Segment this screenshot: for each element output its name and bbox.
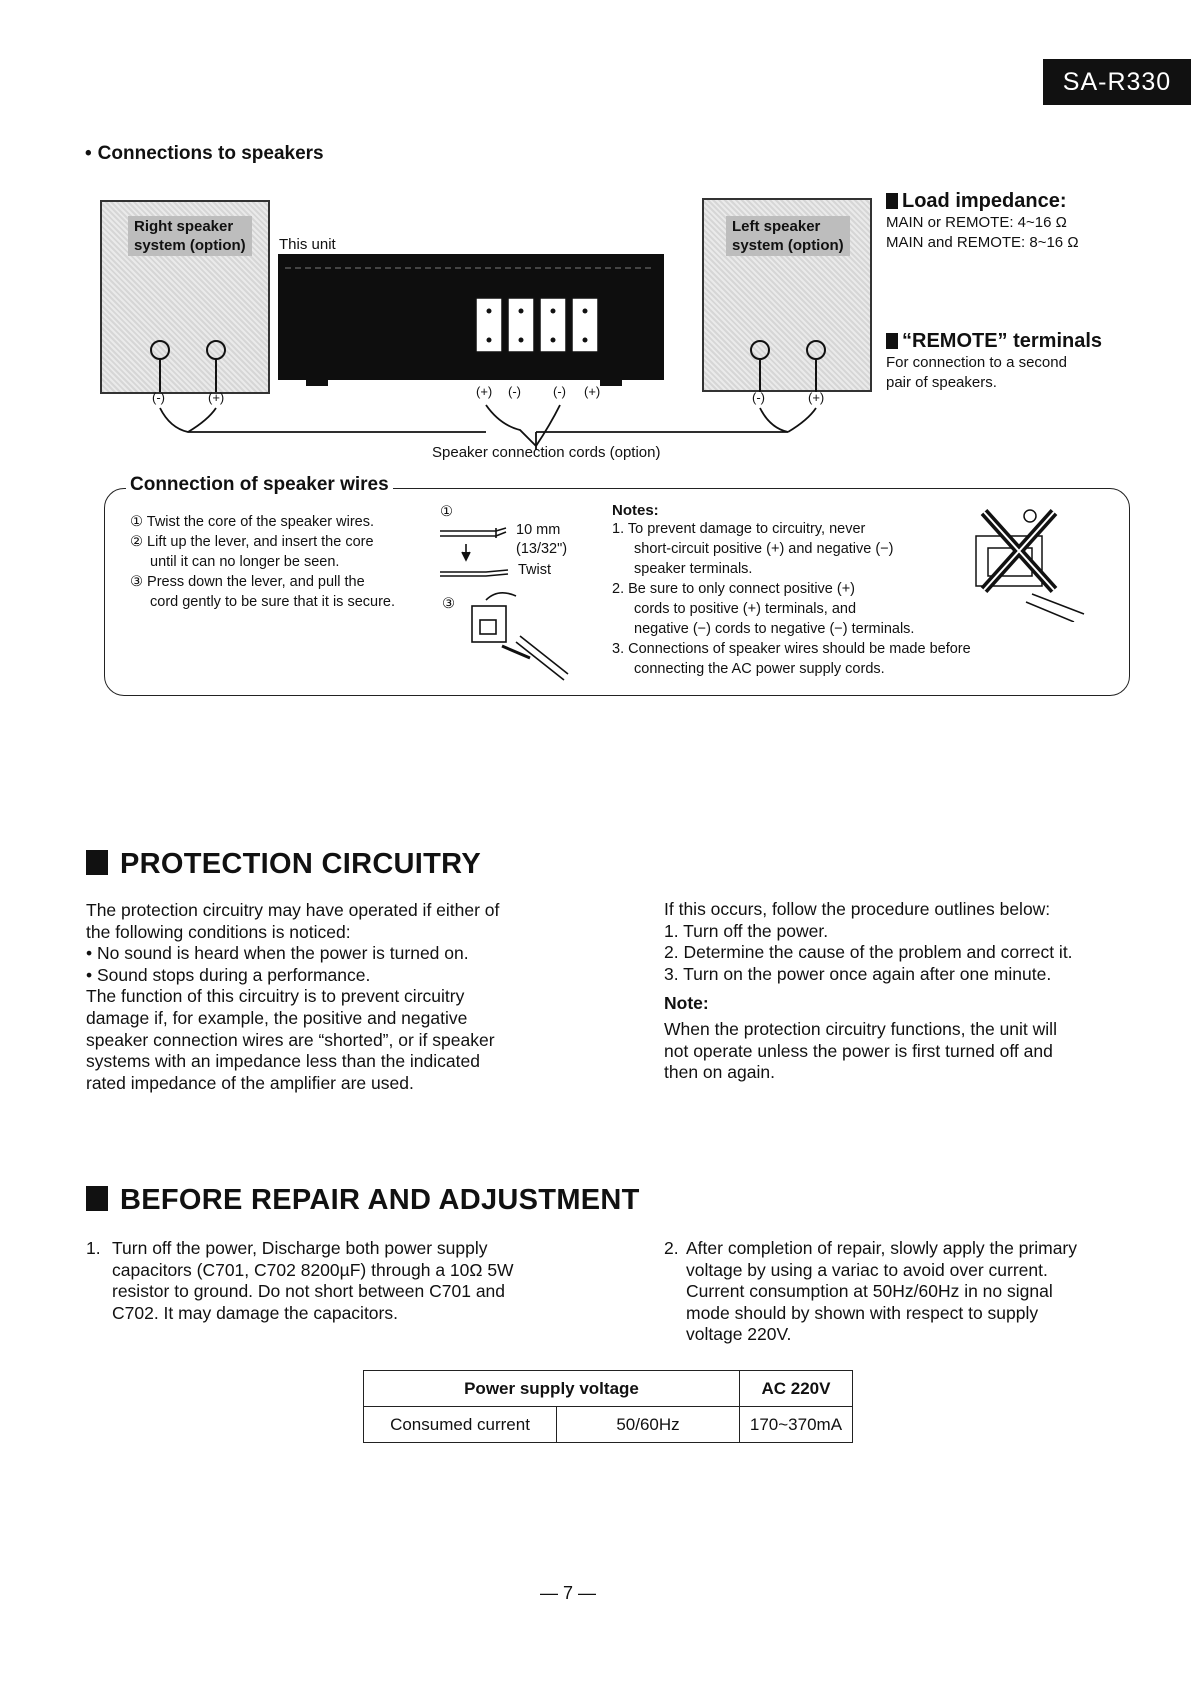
protection-right-line: If this occurs, follow the procedure outlines below: [664, 899, 1051, 919]
protection-left-line: rated impedance of the amplifier are used. [86, 1072, 414, 1093]
unit-foot-right [600, 380, 622, 386]
fig-num-1: ① [440, 504, 453, 520]
table-row [364, 1371, 853, 1407]
wire-step-2a: ② Lift up the lever, and insert the core [130, 534, 374, 550]
cords-caption: Speaker connection cords (option) [432, 444, 661, 461]
left-speaker-line2: system (option) [732, 237, 844, 254]
dim-mm: 10 mm [516, 522, 561, 538]
protection-note-line: not operate unless the power is first turned off and [664, 1040, 1053, 1061]
protection-left-text [86, 900, 586, 1094]
protection-left-line: systems with an impedance less than the indicated [86, 1051, 480, 1072]
left-speaker-line1: Left speaker [732, 218, 821, 235]
wire-steps [130, 512, 440, 612]
remote-line2: pair of speakers. [886, 374, 997, 391]
protection-note-line: When the protection circuitry functions, the unit will [664, 1018, 1057, 1039]
right-plus: (+) [208, 390, 225, 405]
repair-item-1 [112, 1238, 592, 1324]
power-supply-table [363, 1370, 853, 1443]
repair-heading [86, 1184, 640, 1217]
heading-block-marker [86, 1186, 108, 1211]
unit-foot-left [306, 380, 328, 386]
repair-item-1-line: capacitors (C701, C702 8200µF) through a 10Ω 5W [112, 1259, 514, 1280]
connections-heading-text: Connections to speakers [97, 143, 324, 164]
right-speaker-line2: system (option) [134, 237, 246, 254]
protection-heading [86, 848, 481, 881]
table-header-voltage: Power supply voltage [364, 1371, 740, 1407]
repair-item-2-line: mode should by shown with respect to supply [686, 1302, 1039, 1323]
note-3b: connecting the AC power supply cords. [634, 661, 885, 677]
repair-item-2-line: After completion of repair, slowly apply the primary [686, 1238, 1077, 1258]
wire-notes [612, 502, 1032, 679]
note-1c: speaker terminals. [634, 561, 753, 577]
dim-in: (13/32") [516, 541, 568, 557]
left-speaker-terminals [751, 341, 825, 392]
speaker-wires-title: Connection of speaker wires [126, 474, 393, 496]
repair-item-1-line: resistor to ground. Do not short between C701 and [112, 1281, 506, 1302]
remote-terminals-block [886, 330, 1102, 393]
note-1a: 1. To prevent damage to circuitry, never [612, 521, 866, 537]
protection-left-line: damage if, for example, the positive and negative [86, 1007, 468, 1028]
notes-title: Notes: [612, 502, 659, 519]
no-short-circuit-figure [974, 502, 1094, 622]
repair-item-2-line: Current consumption at 50Hz/60Hz in no signal [686, 1281, 1053, 1302]
left-plus: (+) [808, 390, 825, 405]
remote-line1: For connection to a second [886, 354, 1067, 371]
heading-block-marker [86, 850, 108, 875]
repair-title: BEFORE REPAIR AND ADJUSTMENT [120, 1184, 640, 1216]
note-2a: 2. Be sure to only connect positive (+) [612, 581, 856, 597]
square-bullet [886, 333, 898, 349]
protection-left-line: speaker connection wires are “shorted”, or if speaker [86, 1029, 495, 1050]
right-speaker-terminals [151, 341, 225, 392]
load-line1: MAIN or REMOTE: 4~16 Ω [886, 214, 1067, 231]
protection-right-text [664, 899, 1164, 1084]
wire-step-3b: cord gently to be sure that it is secure. [150, 594, 396, 610]
unit-minus-2: (-) [553, 384, 566, 399]
wire-step-1: ① Twist the core of the speaker wires. [130, 514, 375, 530]
repair-item-1-line: Turn off the power, Discharge both power supply [112, 1238, 488, 1258]
protection-left-line: The function of this circuitry is to prevent circuitry [86, 986, 465, 1007]
load-impedance-title: Load impedance: [902, 190, 1067, 212]
bullet: • [85, 143, 92, 164]
repair-item-2-line: voltage by using a variac to avoid over current. [686, 1259, 1048, 1280]
unit-plus-2: (+) [584, 384, 601, 399]
protection-note-title: Note: [664, 993, 709, 1014]
table-cell-freq: 50/60Hz [557, 1407, 740, 1443]
table-header-ac: AC 220V [739, 1371, 852, 1407]
protection-left-line: • No sound is heard when the power is turned on. [86, 943, 469, 964]
unit-minus-1: (-) [508, 384, 521, 399]
model-badge: SA-R330 [1043, 59, 1191, 105]
left-minus: (-) [752, 390, 765, 405]
unit-rear-panel [278, 254, 664, 380]
unit-plus-1: (+) [476, 384, 493, 399]
table-cell-current: 170~370mA [739, 1407, 852, 1443]
right-speaker-line1: Right speaker [134, 218, 234, 235]
load-impedance-block [886, 190, 1079, 253]
repair-item-2-num: 2. [664, 1238, 679, 1258]
note-1b: short-circuit positive (+) and negative (−) [634, 541, 894, 557]
wire-step-2b: until it can no longer be seen. [150, 554, 340, 570]
protection-right-line: 2. Determine the cause of the problem and correct it. [664, 942, 1073, 963]
repair-item-1-line: C702. It may damage the capacitors. [112, 1302, 398, 1323]
this-unit-label: This unit [279, 236, 336, 253]
protection-left-line: The protection circuitry may have operated if either of [86, 900, 500, 920]
protection-left-line: • Sound stops during a performance. [86, 964, 371, 985]
note-2b: cords to positive (+) terminals, and [634, 601, 857, 617]
wire-step-3a: ③ Press down the lever, and pull the [130, 574, 365, 590]
note-2c: negative (−) cords to negative (−) terminals. [634, 621, 915, 637]
twist-label: Twist [518, 562, 552, 578]
protection-right-line: 1. Turn off the power. [664, 920, 829, 941]
remote-title: “REMOTE” terminals [902, 330, 1103, 352]
load-line2: MAIN and REMOTE: 8~16 Ω [886, 234, 1079, 251]
protection-title: PROTECTION CIRCUITRY [120, 848, 481, 880]
table-cell-consumed: Consumed current [364, 1407, 557, 1443]
page-number: — 7 — [540, 1583, 597, 1603]
protection-note-line: then on again. [664, 1062, 775, 1083]
protection-left-line: the following conditions is noticed: [86, 921, 351, 942]
square-bullet [886, 193, 898, 209]
protection-right-line: 3. Turn on the power once again after one minute. [664, 963, 1052, 984]
note-3a: 3. Connections of speaker wires should be made before [612, 641, 971, 657]
table-row [364, 1407, 853, 1443]
repair-item-2 [686, 1238, 1166, 1346]
right-minus: (-) [152, 390, 165, 405]
fig-num-3: ③ [442, 596, 455, 612]
repair-item-1-num: 1. [86, 1238, 101, 1258]
repair-item-2-line: voltage 220V. [686, 1324, 792, 1345]
